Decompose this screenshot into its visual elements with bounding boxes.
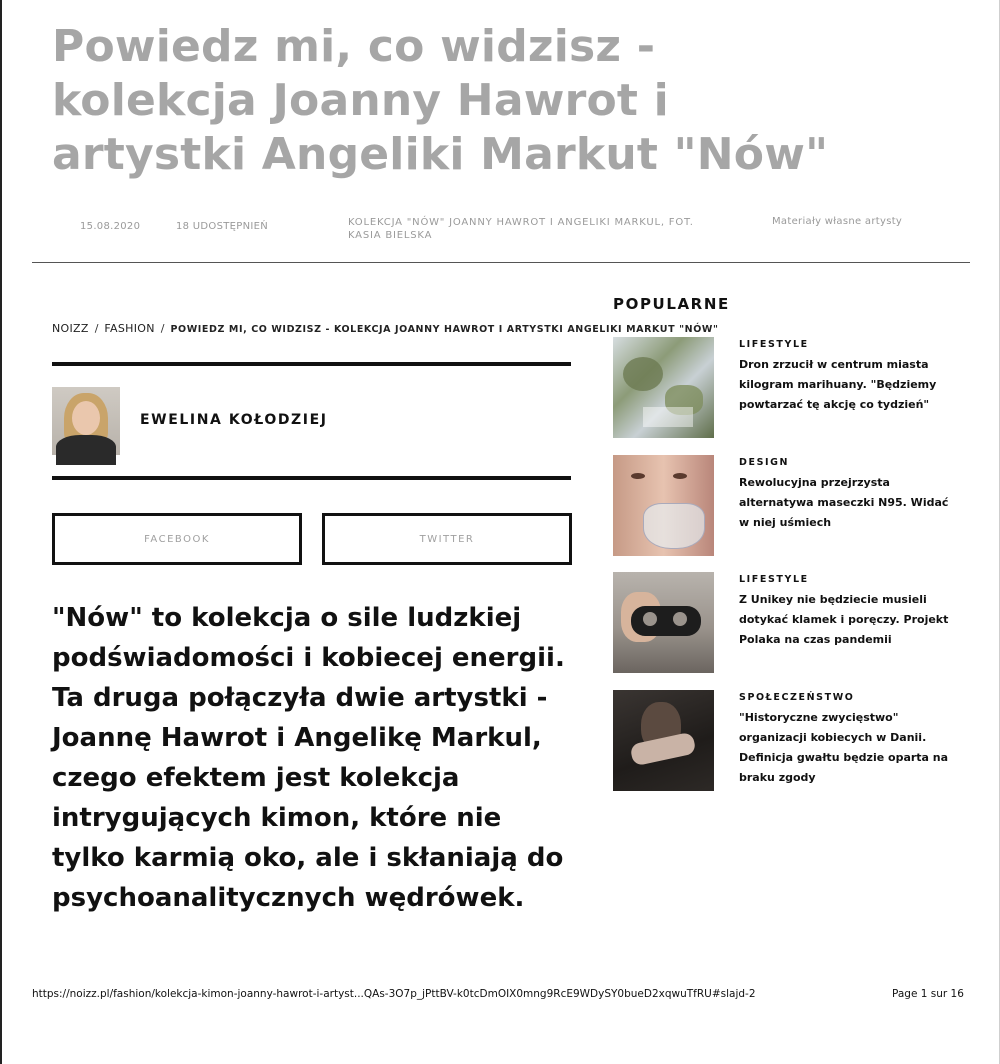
breadcrumb	[52, 322, 719, 338]
author-name[interactable]: EWELINA KOŁODZIEJ	[140, 412, 328, 428]
share-count: 18 UDOSTĘPNIEŃ	[176, 221, 269, 232]
breadcrumb-current: POWIEDZ MI, CO WIDZISZ - KOLEKCJA JOANNY HAWROT I ARTYSTKI ANGELIKI MARKUT "NÓW"	[170, 324, 719, 335]
popular-category[interactable]: DESIGN	[739, 457, 790, 468]
breadcrumb-separator: /	[160, 322, 165, 335]
popular-category[interactable]: SPOŁECZEŃSTWO	[739, 692, 855, 703]
popular-headline[interactable]: Dron zrzucił w centrum miasta kilogram marihuany. "Będziemy powtarzać tę akcję co tydzień"	[739, 358, 937, 411]
print-footer-url: https://noizz.pl/fashion/kolekcja-kimon-joanny-hawrot-i-artyst...QAs-3O7p_jPttBV-k0tcDmOIX0mng9RcE9WDySY0bueD2xqwuTfRU#slajd-2	[32, 988, 756, 1000]
divider	[32, 262, 970, 263]
transparent-mask-photo[interactable]	[613, 455, 714, 556]
popular-item[interactable]	[613, 455, 953, 557]
hand-tool-photo[interactable]	[613, 572, 714, 673]
facebook-share-button[interactable]: FACEBOOK	[52, 513, 302, 565]
popular-item[interactable]	[613, 337, 953, 439]
author-avatar[interactable]	[52, 387, 120, 455]
publish-date: 15.08.2020	[80, 221, 141, 232]
popular-item[interactable]	[613, 690, 953, 792]
breadcrumb-section[interactable]: FASHION	[104, 322, 155, 335]
popular-headline[interactable]: Z Unikey nie będziecie musieli dotykać klamek i poręczy. Projekt Polaka na czas pandemii	[739, 593, 949, 646]
avatar-face	[72, 401, 100, 435]
popular-headline[interactable]: "Historyczne zwycięstwo" organizacji kobiecych w Danii. Definicja gwałtu będzie oparta na braku zgody	[739, 711, 949, 784]
popular-headline[interactable]: Rewolucyjna przejrzysta alternatywa maseczki N95. Widać w niej uśmiech	[739, 476, 949, 529]
woman-crossed-arms-photo[interactable]	[613, 690, 714, 791]
article-title: Powiedz mi, co widzisz - kolekcja Joanny Hawrot i artystki Angeliki Markut "Nów"	[52, 21, 829, 180]
page-border	[0, 0, 2, 1064]
author-divider-top	[52, 362, 571, 366]
popular-category[interactable]: LIFESTYLE	[739, 574, 809, 585]
twitter-share-button[interactable]: TWITTER	[322, 513, 572, 565]
article-lead: "Nów" to kolekcja o sile ludzkiej podświadomości i kobiecej energii. Ta druga połączyła dwie artystki - Joannę Hawrot i Angelikę Markul, czego efektem jest kolekcja intrygujących kimon, które nie tylko karmią oko, ale i skłaniają do psychoanalitycznych wędrówek.	[52, 603, 565, 913]
cannabis-bags-photo[interactable]	[613, 337, 714, 438]
popular-heading: POPULARNE	[613, 295, 730, 313]
popular-category[interactable]: LIFESTYLE	[739, 339, 809, 350]
popular-item[interactable]	[613, 572, 953, 674]
breadcrumb-separator: /	[94, 322, 99, 335]
avatar-body	[56, 435, 116, 465]
photo-credit: Materiały własne artysty	[772, 216, 903, 227]
photo-caption: KOLEKCJA "NÓW" JOANNY HAWROT I ANGELIKI MARKUL, FOT. KASIA BIELSKA	[348, 217, 694, 241]
author-divider-bottom	[52, 476, 571, 480]
print-footer-page: Page 1 sur 16	[892, 988, 964, 1000]
breadcrumb-home[interactable]: NOIZZ	[52, 322, 89, 335]
